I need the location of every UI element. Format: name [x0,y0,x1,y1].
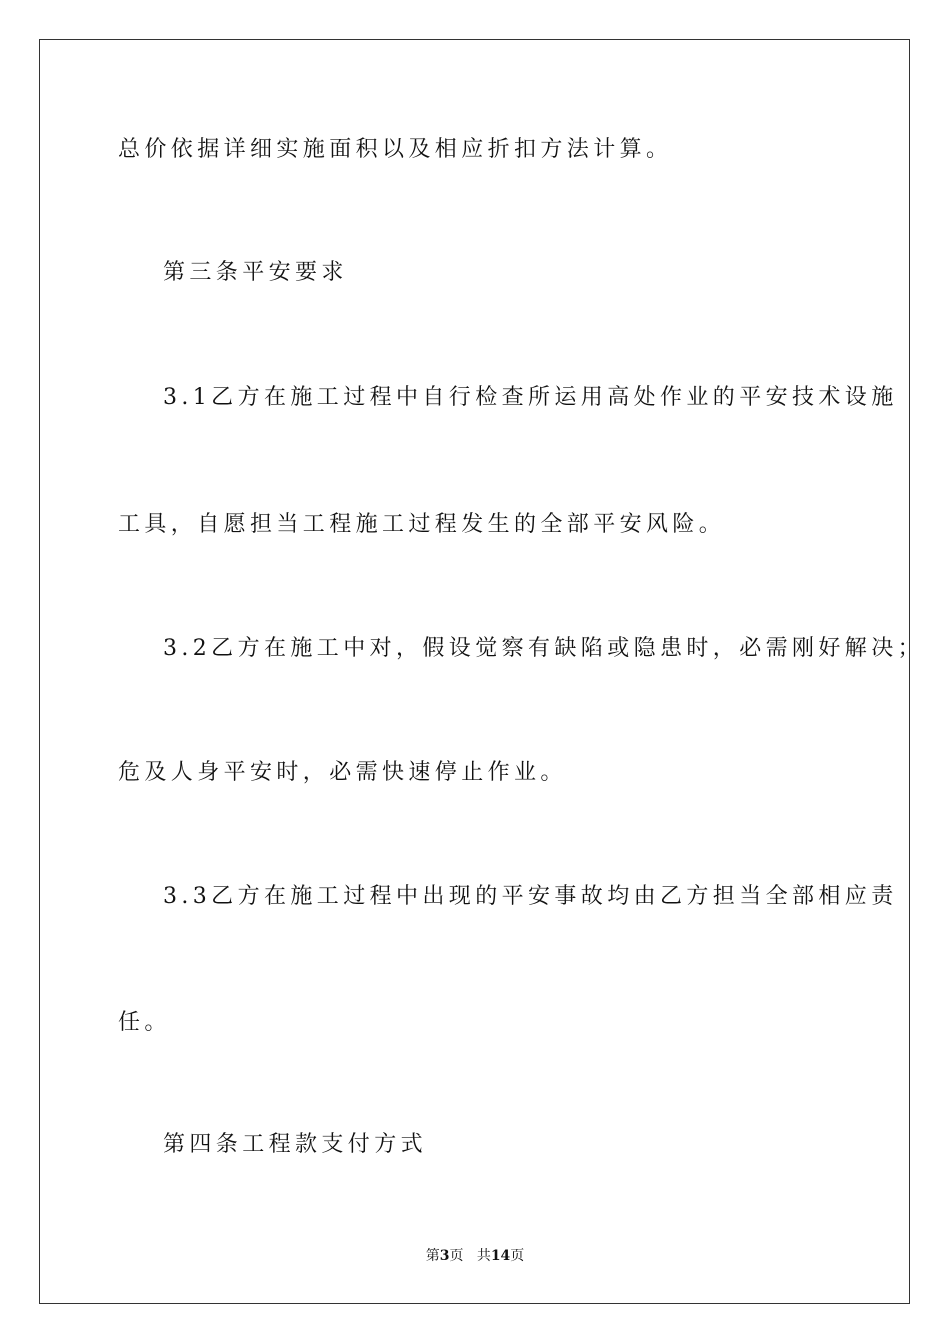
paragraph-line: 危及人身平安时，必需快速停止作业。 [118,760,567,785]
page-border [39,39,910,1304]
total-pages: 14 [490,1248,511,1264]
page-prefix: 第 [425,1248,440,1264]
section-heading: 第四条工程款支付方式 [163,1132,428,1157]
total-prefix: 共 [476,1248,491,1264]
paragraph-line: 3.1乙方在施工过程中自行检查所运用高处作业的平安技术设施 [163,385,898,410]
page-suffix: 页 [449,1248,464,1264]
paragraph-line: 任。 [118,1010,171,1035]
paragraph-line: 总价依据详细实施面积以及相应折扣方法计算。 [118,137,673,162]
section-heading: 第三条平安要求 [163,260,348,285]
page-footer [0,1246,950,1266]
paragraph-line: 3.3乙方在施工过程中出现的平安事故均由乙方担当全部相应责 [163,884,898,909]
paragraph-line: 3.2乙方在施工中对，假设觉察有缺陷或隐患时，必需刚好解决； [163,636,924,661]
page-number: 3 [439,1248,450,1264]
paragraph-line: 工具，自愿担当工程施工过程发生的全部平安风险。 [118,512,726,537]
total-suffix: 页 [510,1248,525,1264]
